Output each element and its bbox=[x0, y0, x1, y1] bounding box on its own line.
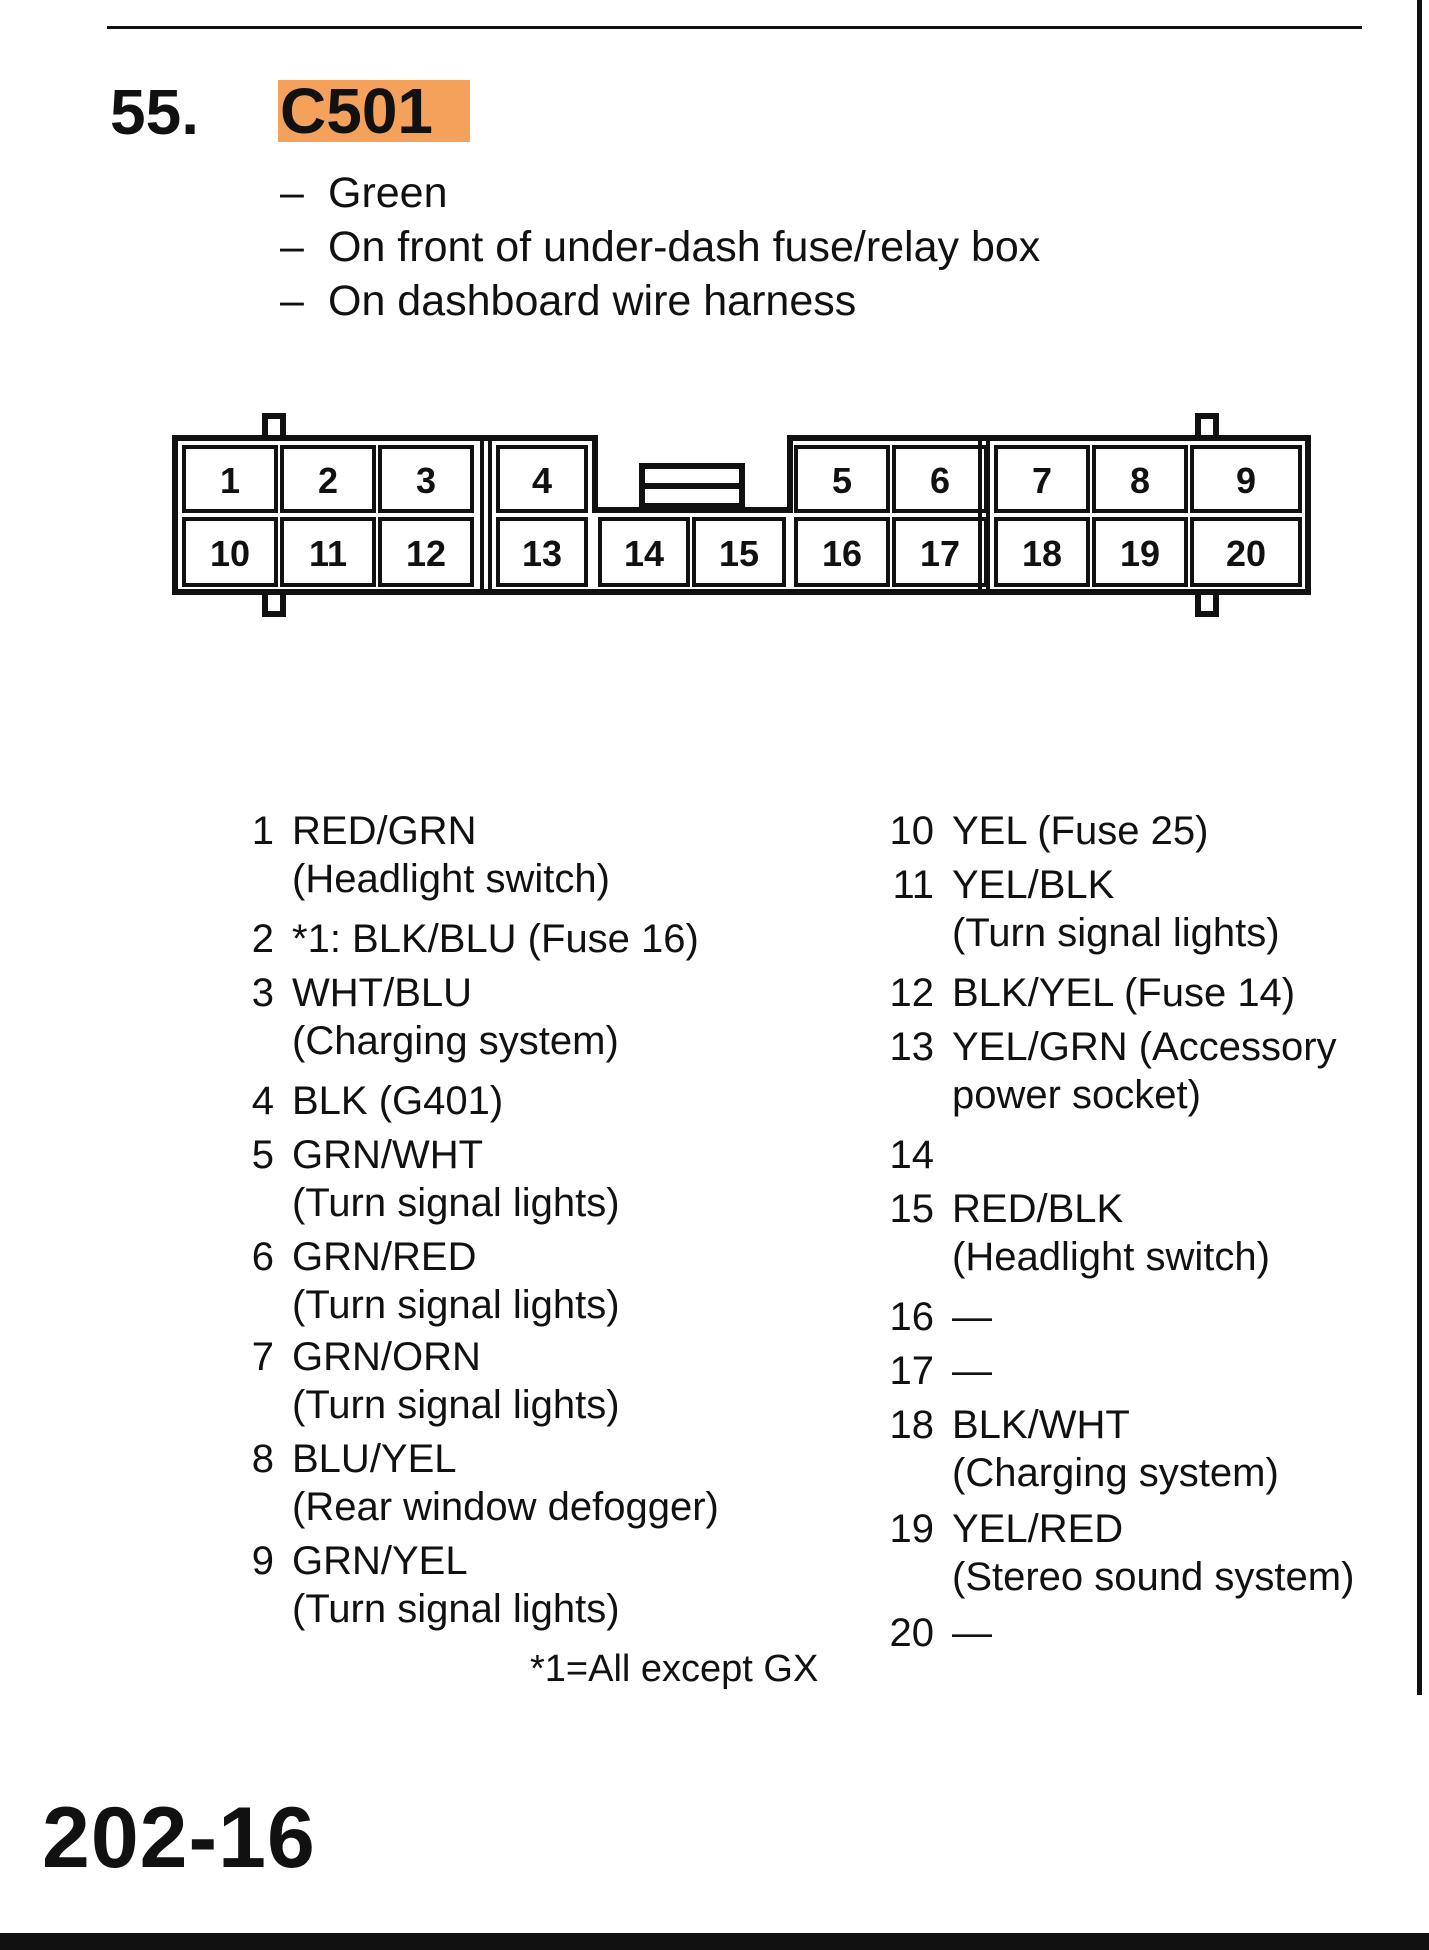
wire-color: RED/GRN bbox=[292, 809, 477, 853]
note-location: – On front of under-dash fuse/relay box bbox=[280, 223, 1041, 271]
note-text: On dashboard wire harness bbox=[328, 277, 857, 325]
cavity-label-10: 10 bbox=[209, 533, 251, 574]
section-number: 55. bbox=[110, 76, 199, 148]
circuit-description: (Charging system) bbox=[292, 1019, 619, 1063]
cavity-label-20: 20 bbox=[1225, 533, 1267, 574]
pin-number: 2 bbox=[251, 917, 274, 961]
circuit-description: (Headlight switch) bbox=[292, 857, 610, 901]
wire-color: YEL/GRN (Accessory bbox=[952, 1025, 1337, 1069]
pin-number: 7 bbox=[251, 1335, 274, 1379]
wire-color: YEL (Fuse 25) bbox=[952, 809, 1209, 853]
cavity-label-3: 3 bbox=[415, 460, 437, 501]
cavity-label-1: 1 bbox=[219, 460, 241, 501]
pin-number: 14 bbox=[889, 1133, 934, 1177]
wire-color: YEL/RED bbox=[952, 1507, 1124, 1551]
pin-number: 17 bbox=[889, 1349, 934, 1393]
pin-number: 12 bbox=[889, 971, 934, 1015]
wire-color: GRN/ORN bbox=[292, 1335, 481, 1379]
pin-number: 8 bbox=[251, 1437, 274, 1481]
circuit-description: (Turn signal lights) bbox=[292, 1181, 620, 1225]
pin-number: 3 bbox=[251, 971, 274, 1015]
cavity-label-15: 15 bbox=[718, 533, 760, 574]
circuit-description: (Rear window defogger) bbox=[292, 1485, 719, 1529]
bottom-rule bbox=[0, 1933, 1429, 1950]
wire-color: BLU/YEL bbox=[292, 1437, 457, 1481]
top-rule bbox=[107, 26, 1362, 29]
cavity-label-4: 4 bbox=[531, 460, 553, 501]
cavity-label-9: 9 bbox=[1235, 460, 1257, 501]
locking-tab bbox=[265, 416, 283, 438]
pin-number: 20 bbox=[889, 1611, 934, 1655]
cavity-label-16: 16 bbox=[821, 533, 863, 574]
pin-number: 5 bbox=[251, 1133, 274, 1177]
circuit-description: (Turn signal lights) bbox=[292, 1283, 620, 1327]
note-color: – Green bbox=[280, 169, 448, 217]
circuit-description: power socket) bbox=[952, 1073, 1201, 1117]
circuit-description: (Headlight switch) bbox=[952, 1235, 1270, 1279]
locking-tab bbox=[1198, 592, 1216, 614]
cavity-label-6: 6 bbox=[929, 460, 951, 501]
pin-number: 9 bbox=[251, 1539, 274, 1583]
wire-color: BLK/WHT bbox=[952, 1403, 1130, 1447]
wire-color: — bbox=[952, 1295, 992, 1339]
wire-color: BLK/YEL (Fuse 14) bbox=[952, 971, 1296, 1015]
connector-id: C501 bbox=[278, 80, 470, 142]
pin-number: 10 bbox=[889, 809, 934, 853]
wire-color: — bbox=[952, 1611, 992, 1655]
wire-color: GRN/RED bbox=[292, 1235, 477, 1279]
cavity-label-2: 2 bbox=[317, 460, 339, 501]
wire-color: BLK (G401) bbox=[292, 1079, 504, 1123]
pin-number: 16 bbox=[889, 1295, 934, 1339]
cavity-label-19: 19 bbox=[1119, 533, 1161, 574]
cavity-label-14: 14 bbox=[623, 533, 665, 574]
circuit-description: (Charging system) bbox=[952, 1451, 1279, 1495]
circuit-description: (Turn signal lights) bbox=[292, 1587, 620, 1631]
note-harness: – On dashboard wire harness bbox=[280, 277, 857, 325]
pin-number: 6 bbox=[251, 1235, 274, 1279]
pin-number: 11 bbox=[892, 863, 934, 907]
cavity-label-13: 13 bbox=[521, 533, 563, 574]
wire-color: RED/BLK bbox=[952, 1187, 1124, 1231]
note-text: Green bbox=[328, 169, 448, 217]
note-text: On front of under-dash fuse/relay box bbox=[328, 223, 1041, 271]
locking-tab bbox=[265, 592, 283, 614]
wire-color: WHT/BLU bbox=[292, 971, 472, 1015]
cavity-label-11: 11 bbox=[308, 533, 348, 574]
pin-number: 18 bbox=[889, 1403, 934, 1447]
pin-number: 1 bbox=[251, 809, 274, 853]
wire-color: GRN/WHT bbox=[292, 1133, 484, 1177]
footnote: *1=All except GX bbox=[530, 1648, 819, 1690]
right-margin-rule bbox=[1417, 0, 1422, 1695]
cavity-label-12: 12 bbox=[405, 533, 447, 574]
circuit-description: (Stereo sound system) bbox=[952, 1555, 1355, 1599]
cavity-label-18: 18 bbox=[1021, 533, 1063, 574]
pin-number: 19 bbox=[889, 1507, 934, 1551]
pin-number: 13 bbox=[889, 1025, 934, 1069]
circuit-description: (Turn signal lights) bbox=[292, 1383, 620, 1427]
wire-color: YEL/BLK bbox=[952, 863, 1115, 907]
cavity-label-7: 7 bbox=[1031, 460, 1053, 501]
cavity-label-5: 5 bbox=[831, 460, 853, 501]
wire-color: — bbox=[952, 1349, 992, 1393]
pin-number: 15 bbox=[889, 1187, 934, 1231]
circuit-description: (Turn signal lights) bbox=[952, 911, 1280, 955]
connector-face-diagram bbox=[160, 400, 1320, 640]
pin-number: 4 bbox=[251, 1079, 274, 1123]
wire-color: *1: BLK/BLU (Fuse 16) bbox=[292, 917, 699, 961]
cavity-label-8: 8 bbox=[1129, 460, 1151, 501]
locking-tab bbox=[1198, 416, 1216, 438]
page-number: 202-16 bbox=[42, 1790, 316, 1886]
cavity-label-17: 17 bbox=[919, 533, 961, 574]
wire-color: GRN/YEL bbox=[292, 1539, 468, 1583]
